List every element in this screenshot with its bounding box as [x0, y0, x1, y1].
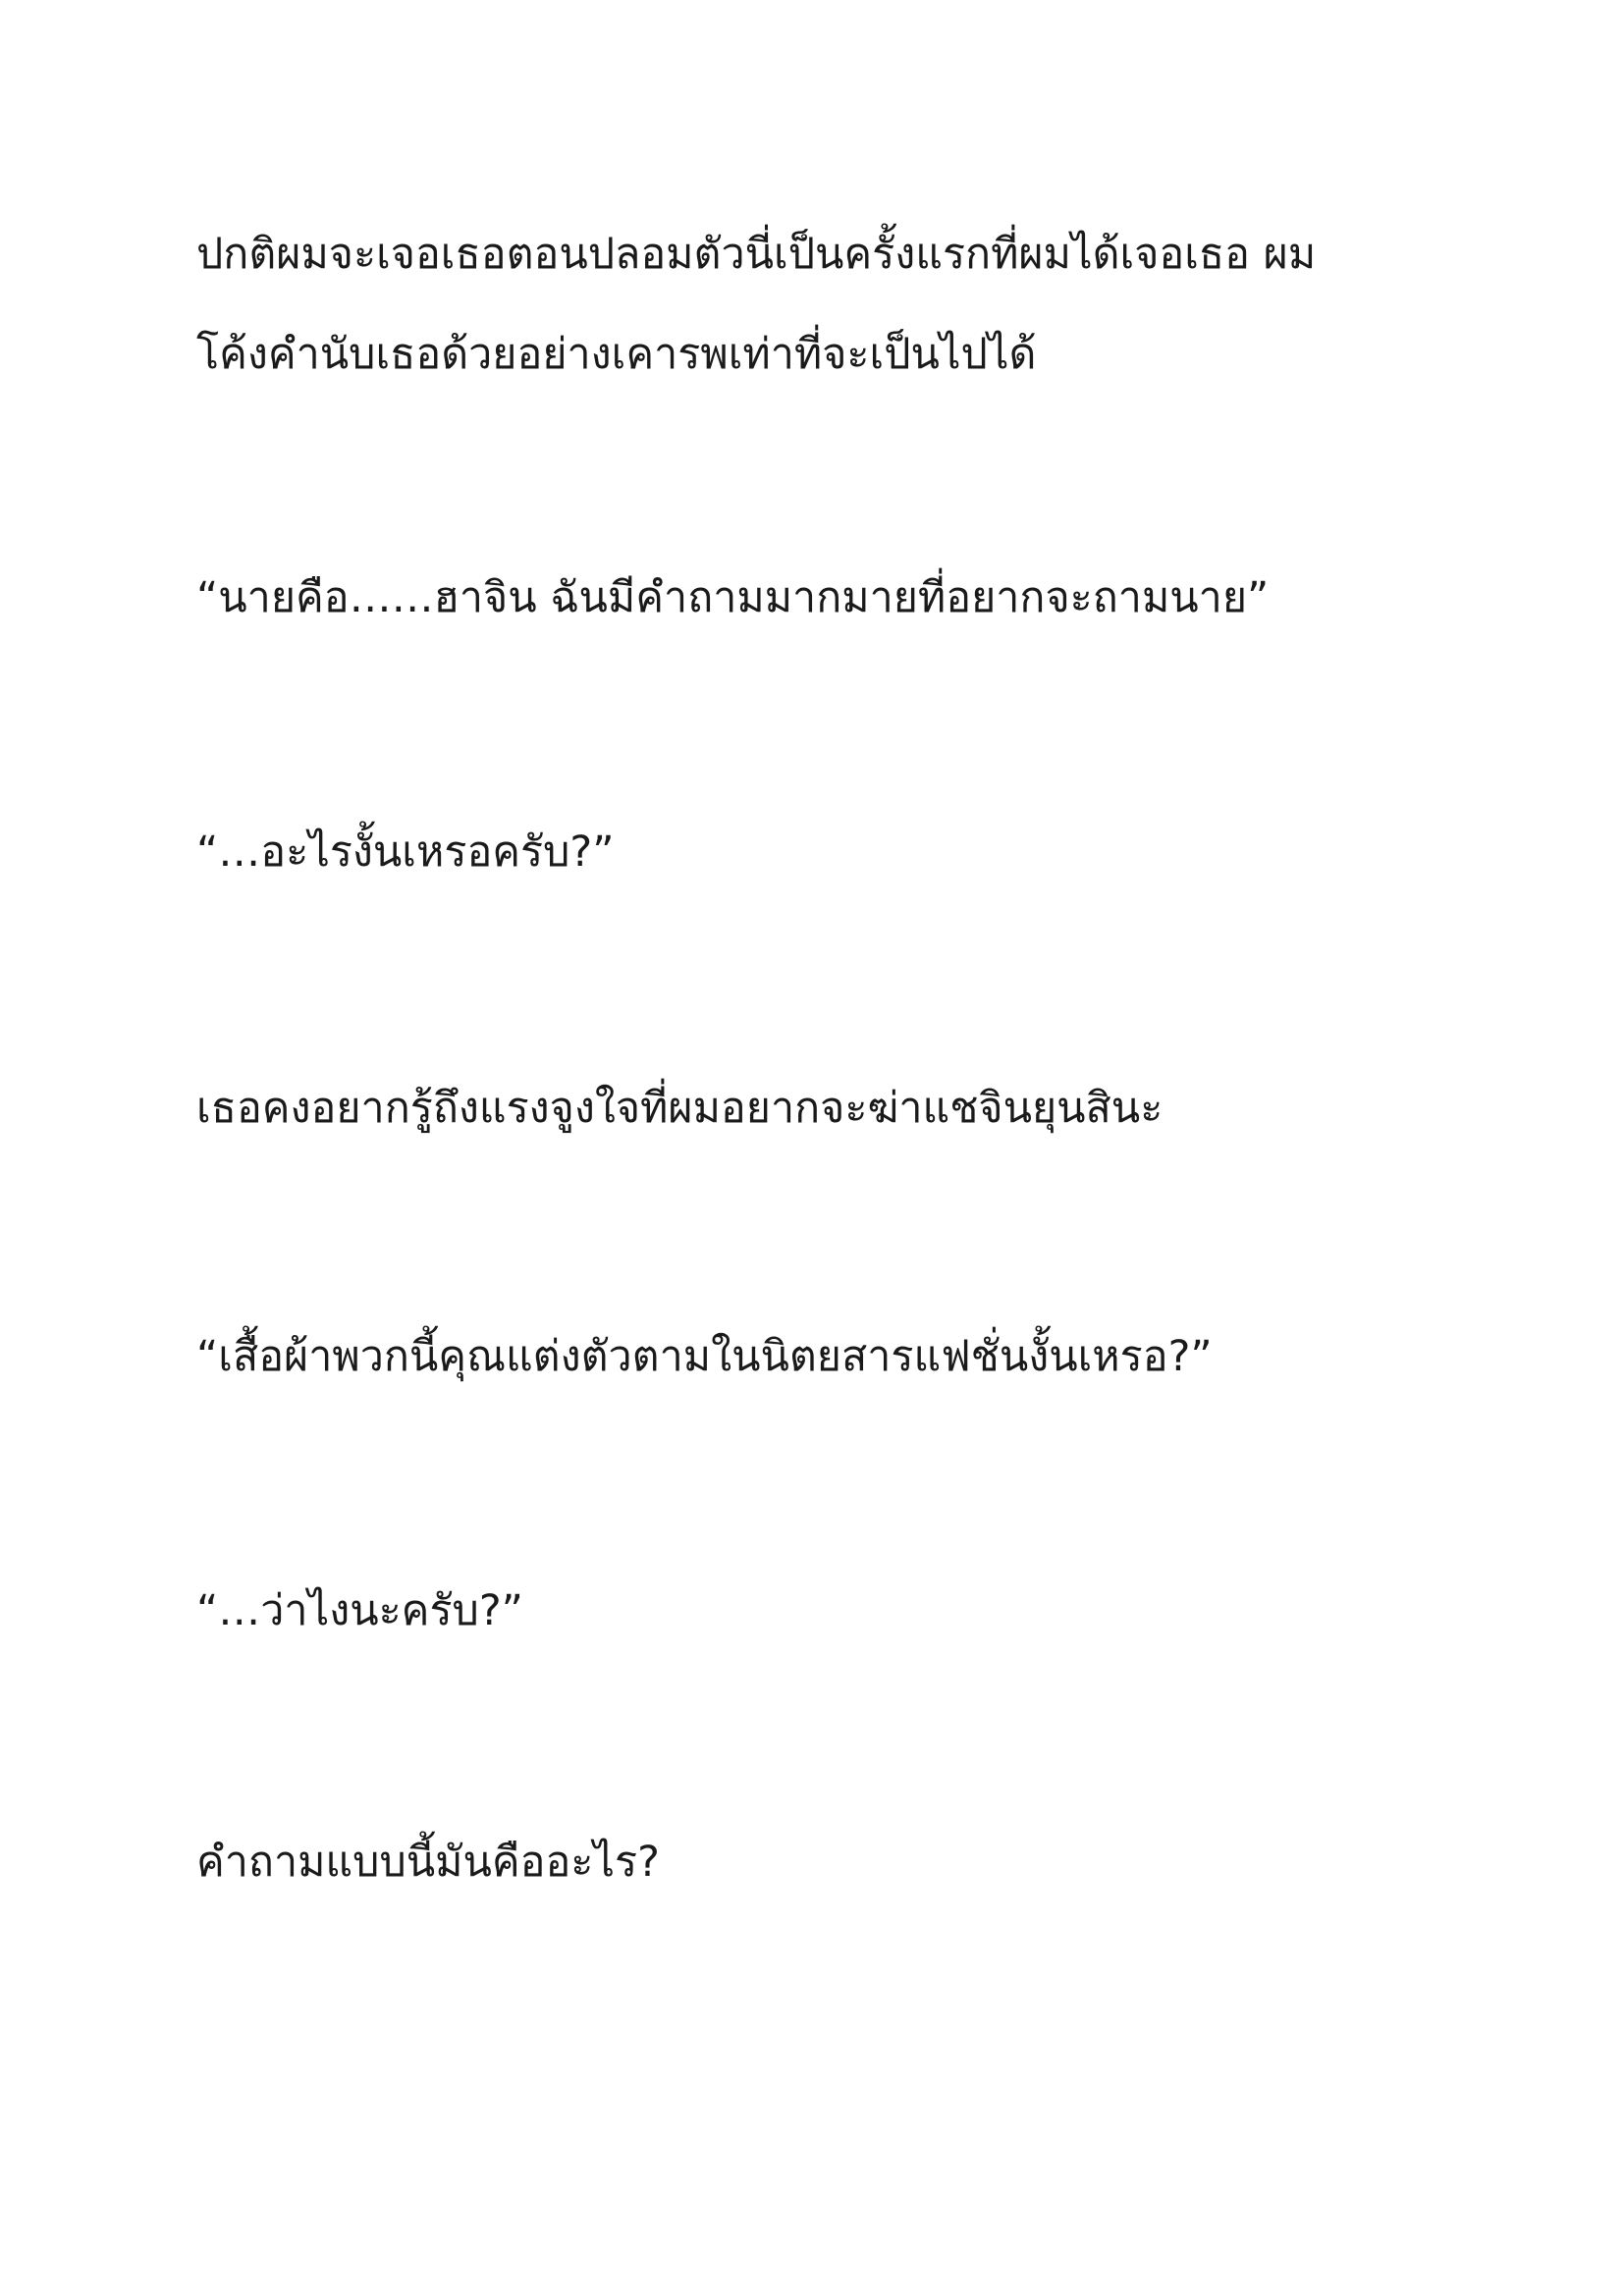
text-line: โค้งคำนับเธอด้วยอย่างเคารพเท่าที่จะเป็นไปได้	[196, 330, 1037, 379]
text-line: คำถามแบบนี้มันคืออะไร?	[196, 1838, 660, 1887]
dialogue-paragraph	[196, 1307, 1213, 1407]
narration-paragraph	[196, 204, 1316, 404]
narration-paragraph	[196, 1812, 660, 1912]
dialogue-paragraph	[196, 802, 615, 902]
dialogue-paragraph	[196, 1561, 523, 1661]
text-line: “…ว่าไงนะครับ?”	[196, 1586, 523, 1635]
text-line: เธอคงอยากรู้ถึงแรงจูงใจที่ผมอยากจะฆ่าแชจินยุนสินะ	[196, 1084, 1164, 1133]
text-line: “เสื้อผ้าพวกนี้คุณแต่งตัวตามในนิตยสารแฟชั่นงั้นเหรอ?”	[196, 1332, 1213, 1381]
text-line: “…อะไรงั้นเหรอครับ?”	[196, 828, 615, 877]
text-line: “นายคือ……ฮาจิน ฉันมีคำถามมากมายที่อยากจะถามนาย”	[196, 573, 1270, 622]
narration-paragraph	[196, 1058, 1163, 1158]
text-line: ปกติผมจะเจอเธอตอนปลอมตัวนี่เป็นครั้งแรกที่ผมได้เจอเธอ ผม	[196, 230, 1317, 279]
dialogue-paragraph	[196, 548, 1269, 648]
